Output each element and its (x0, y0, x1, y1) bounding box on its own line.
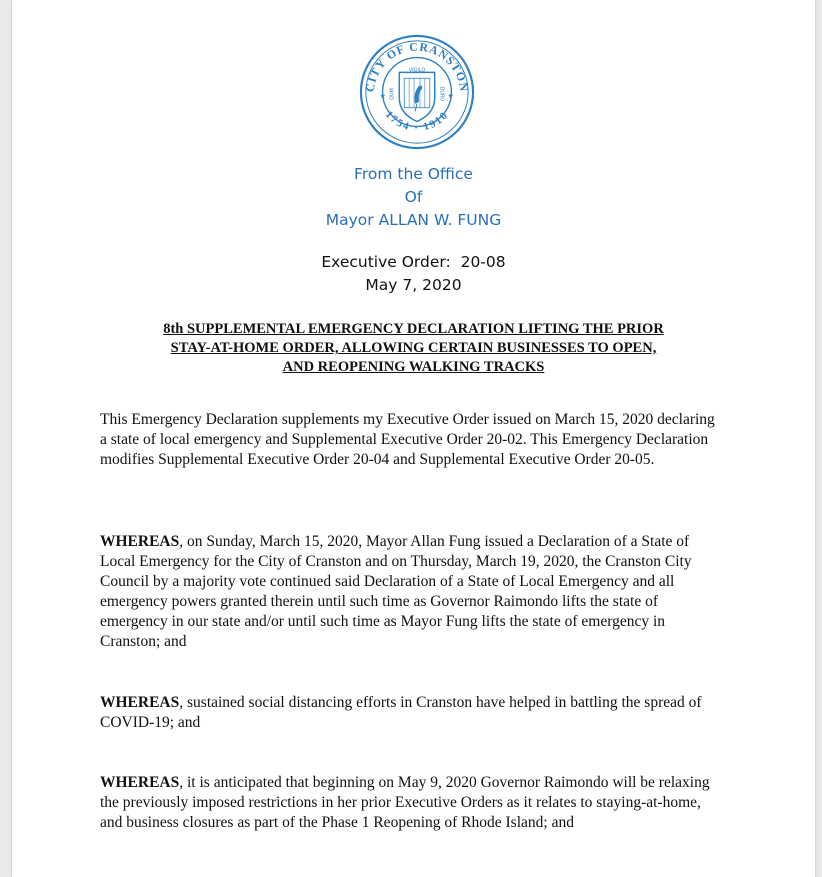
whereas-paragraph-1 (100, 532, 725, 652)
whereas-lead: WHEREAS (100, 694, 180, 711)
star-icon: ★ (379, 92, 386, 100)
executive-order-number: Executive Order: 20-08 (321, 253, 506, 271)
paragraph-text: , sustained social distancing efforts in Cranston have helped in battling the spread of COVID-19; and (100, 694, 702, 731)
intro-paragraph (100, 410, 725, 470)
star-icon: ★ (447, 92, 454, 100)
whereas-paragraph-3 (100, 773, 725, 833)
seal-motto-right: DURO (438, 86, 445, 102)
whereas-lead: WHEREAS (100, 774, 180, 791)
title-line-2: STAY-AT-HOME ORDER, ALLOWING CERTAIN BUSINESSES TO OPEN, (170, 340, 657, 356)
mayor-name: Mayor ALLAN W. FUNG (325, 211, 502, 229)
title-line-1: 8th SUPPLEMENTAL EMERGENCY DECLARATION LIFTING THE PRIOR (163, 321, 664, 337)
title-line-3: AND REOPENING WALKING TRACKS (282, 359, 545, 375)
whereas-lead: WHEREAS (100, 533, 180, 550)
office-line-2: Of (404, 188, 423, 206)
document-page (12, 0, 815, 877)
seal-years: 1754 · 1910 (382, 108, 452, 134)
paragraph-text: , on Sunday, March 15, 2020, Mayor Allan Fung issued a Declaration of a State of Local Emergency for the City of Cranston and on Thursday, March 19, 2020, the Cranston City Council by a majority vote continued said Declaration of a State of Local Emergency and all emergency powers granted therein until such time as Governor Raimondo lifts the state of emergency in our state and/or until such time as Mayor Fung lifts the state of emergency in Cranston; and (100, 533, 692, 650)
svg-text:CITY OF CRANSTON (363, 40, 472, 93)
seal-motto-top: VIGILO (408, 67, 426, 74)
city-seal-logo (358, 33, 476, 151)
seal-motto-left: DUM (389, 88, 396, 100)
paragraph-text: , it is anticipated that beginning on May 9, 2020 Governor Raimondo will be relaxing the previously imposed restrictions in her prior Executive Orders as it relates to staying-at-home, and business closures as part of the Phase 1 Reopening of Rhode Island; and (100, 774, 710, 831)
whereas-paragraph-2 (100, 693, 725, 733)
paragraph-text: This Emergency Declaration supplements my Executive Order issued on March 15, 2020 declaring a state of local emergency and Supplemental Executive Order 20-02. This Emergency Declaration modifies Supplemental Executive Order 20-04 and Supplemental Executive Order 20-05. (100, 411, 715, 468)
office-line-1: From the Office (354, 165, 473, 183)
declaration-title (12, 320, 815, 377)
seal-ring-text: CITY OF CRANSTON (362, 39, 472, 93)
executive-order-date: May 7, 2020 (365, 276, 462, 294)
